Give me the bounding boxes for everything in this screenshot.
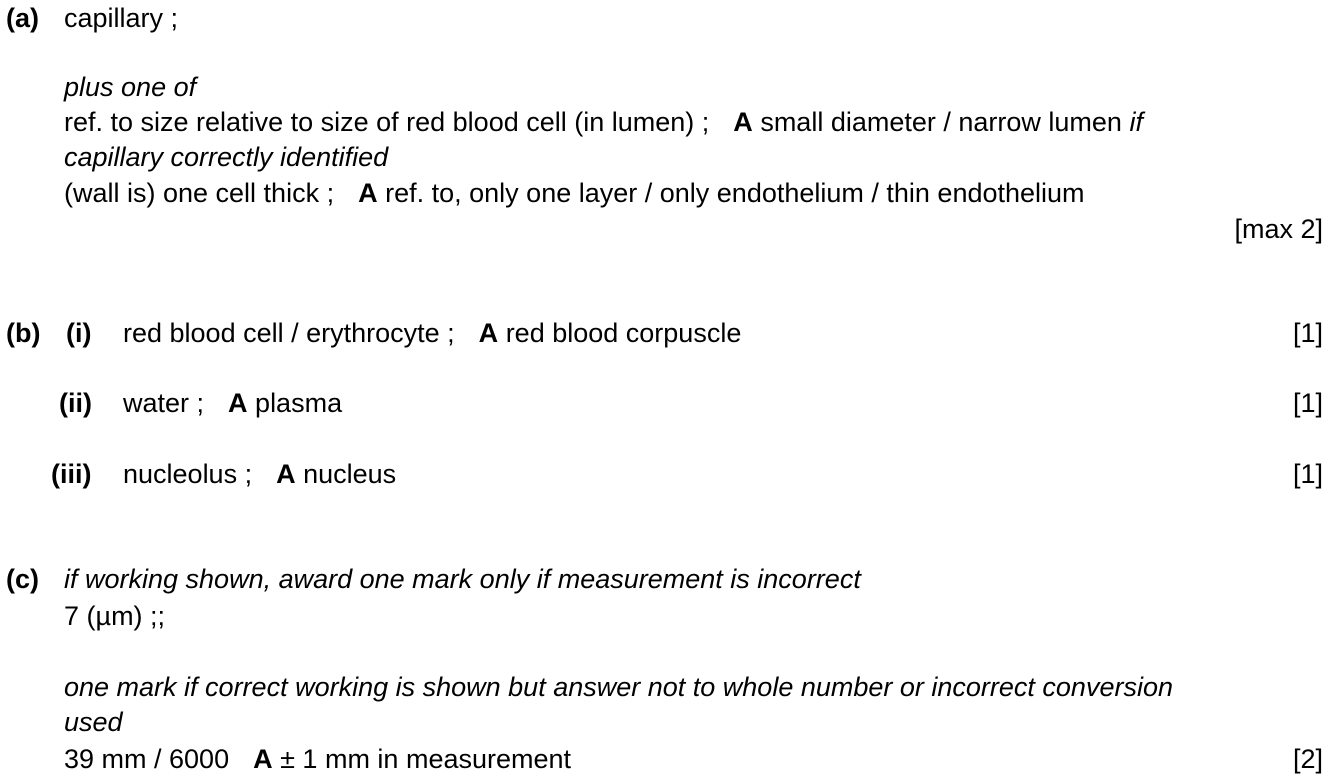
part-a-point1	[64, 104, 1143, 140]
part-a-marks: [max 2]	[1234, 214, 1323, 244]
part-b-ii-answer-line	[123, 385, 342, 421]
part-c-partial-note: one mark if correct working is shown but answer not to whole number or incorrect conversion	[64, 672, 1173, 702]
part-c-marks: [2]	[1292, 744, 1323, 774]
part-c-answer: 7 (µm) ;;	[64, 601, 166, 631]
part-c-accept-prefix: A	[253, 744, 273, 774]
part-b-i-numeral: (i)	[66, 318, 92, 348]
part-a-point1-accept-prefix: A	[733, 107, 753, 137]
part-a-point1-condition-cont: capillary correctly identified	[64, 142, 389, 172]
part-a-label: (a)	[6, 3, 39, 33]
part-b-i-answer: red blood cell / erythrocyte ;	[123, 318, 455, 348]
part-a-point1-condition: if	[1129, 107, 1143, 137]
part-b-iii-answer-line	[123, 456, 396, 492]
part-b-ii-numeral: (ii)	[59, 388, 92, 418]
part-c-instruction: if working shown, award one mark only if measurement is incorrect	[64, 564, 861, 594]
part-a-answer: capillary ;	[64, 3, 179, 33]
part-b-iii-accept-prefix: A	[276, 459, 296, 489]
part-a-note: plus one of	[64, 72, 197, 102]
part-c-accept-text: ± 1 mm in measurement	[280, 744, 572, 774]
part-a-point2-accept-prefix: A	[358, 178, 378, 208]
part-b-iii-accept-text: nucleus	[303, 459, 397, 489]
part-c-partial-note-cont: used	[64, 707, 123, 737]
part-c-label: (c)	[6, 564, 39, 594]
part-b-i-marks: [1]	[1292, 318, 1323, 348]
part-b-i-accept-prefix: A	[478, 318, 499, 348]
part-c-working: 39 mm / 6000	[64, 744, 230, 774]
part-b-i-accept-text: red blood corpuscle	[505, 318, 742, 348]
part-c-working-line	[64, 741, 571, 777]
part-b-iii-marks: [1]	[1292, 459, 1323, 489]
part-b-ii-answer: water ;	[123, 388, 205, 418]
part-b-ii-accept-prefix: A	[228, 388, 248, 418]
part-a-point1-accept-text: small diameter / narrow lumen	[760, 107, 1122, 137]
part-b-iii-numeral: (iii)	[51, 459, 92, 489]
part-a-point2	[64, 175, 1085, 211]
part-b-ii-accept-text: plasma	[255, 388, 343, 418]
part-b-label: (b)	[6, 318, 41, 348]
part-a-point2-text: (wall is) one cell thick ;	[64, 178, 335, 208]
part-a-point1-text: ref. to size relative to size of red blood cell (in lumen) ;	[64, 107, 710, 137]
part-b-i-answer-line	[123, 315, 741, 351]
part-b-ii-marks: [1]	[1292, 388, 1323, 418]
part-b-iii-answer: nucleolus ;	[123, 459, 253, 489]
part-a-point2-accept-text: ref. to, only one layer / only endothelium / thin endothelium	[385, 178, 1085, 208]
